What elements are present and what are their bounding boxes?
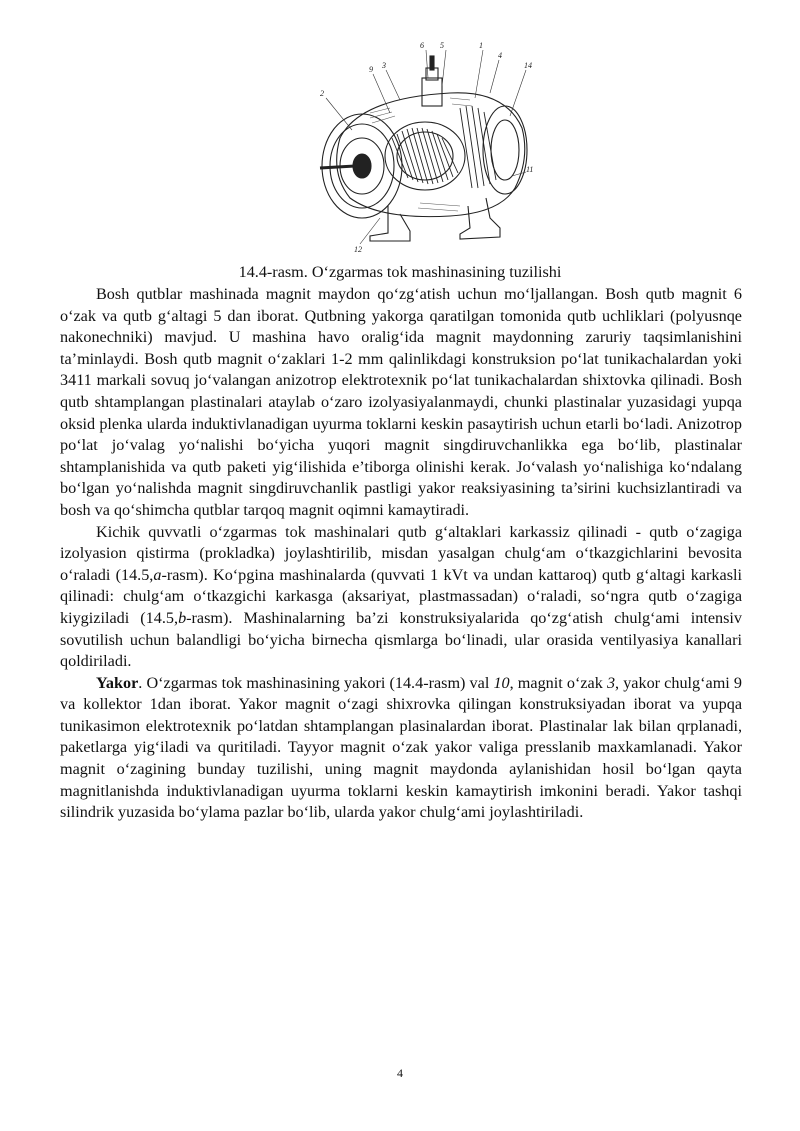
paragraph-text: . O‘zgarmas tok mashinasining yakori (14.4-rasm) val <box>138 673 494 692</box>
paragraph-text: , yakor chulg‘ami 9 va kollektor 1dan iborat. Yakor magnit o‘zagi shixrovka qilingan konstruksiyadan iborat va yupqa tunikasimon elektrotexnik po‘latdan shtamplangan plasinalardan iborat. Plastinalar lak bilan qrplanadi, paketlarga yig‘iladi va quritiladi. Tayyor magnit o‘zak yakor valiga presslanib maxkamlanadi. Yakor magnit o‘zagining bunday tuzilishi, uning magnit maydonda aylanishidan hosil bo‘lgan qayta magnitlanishda induktivlanadigan uyurma toklarni keskin kamaytirish imkonini beradi. Yakor tashqi silindrik yuzasida bo‘ylama pazlar bo‘lib, ularda yakor chulg‘ami joylashtiriladi. <box>60 673 743 822</box>
figure-ref-a: a <box>153 565 162 584</box>
callout-3: 3 <box>382 61 386 70</box>
figure-caption: 14.4-rasm. O‘zgarmas tok mashinasining tuzilishi <box>238 263 562 281</box>
part-number-core: 3 <box>606 673 616 692</box>
paragraph-text: -rasm). Mashinalarning ba’zi konstruksiyalarida qo‘zg‘atish chulg‘ami intensiv sovutilish uchun balandligi bo‘yicha birnecha qismlarga bo‘linadi, ular orasida ventilyasiya kanallari qoldiriladi. <box>60 608 743 671</box>
part-number-shaft: 10 <box>493 673 510 692</box>
callout-2: 2 <box>320 89 324 98</box>
body-text <box>60 284 742 824</box>
paragraph-armature <box>60 673 742 824</box>
paragraph-text: , magnit o‘zak <box>509 673 607 692</box>
paragraph-text: Kichik quvvatli o‘zgarmas tok mashinalari qutb g‘altaklari karkassiz qilinadi - qutb o‘zagiga izolyasion qistirma (prokladka) joylashtirilib, misdan yasalgan chulg‘am o‘tkazgichlarini bevosita o‘raladi (14.5, <box>60 522 742 584</box>
callout-1: 1 <box>479 41 483 50</box>
figure-ref-b: b <box>178 608 187 627</box>
callout-11: 11 <box>526 165 534 174</box>
page-number: 4 <box>397 1066 403 1080</box>
callout-6: 6 <box>420 41 424 50</box>
dc-machine-cutaway-figure <box>300 38 540 258</box>
paragraph-text: -rasm). Ko‘pgina mashinalarda (quvvati 1 kVt va undan kattaroq) qutb g‘altagi karkasli qilinadi: chulg‘am o‘tkazgichi karkasga (aksariyat, plastmassadan) o‘raladi, so‘ngra qutb o‘zagiga kiygiziladi (14.5, <box>60 565 742 627</box>
callout-5: 5 <box>440 41 444 50</box>
callout-12: 12 <box>354 245 362 254</box>
paragraph-text: Bosh qutblar mashinada magnit maydon qo‘zg‘atish uchun mo‘ljallangan. Bosh qutb magnit 6 o‘zak va qutb g‘altagi 5 dan iborat. Qutbning yakorga qaratilgan tomonida qutb uchliklari (polyusnqe nakonechniki) mavjud. U mashina havo oralig‘ida magnit maydonning zaruriy taqsimlanishini ta’minlaydi. Bosh qutb magnit o‘zaklari 1-2 mm qalinlikdagi konstruksion po‘lat tunikachalardan yoki 3411 markali sovuq jo‘valangan anizotrop elektrotexnik po‘lat tunikachalardan shixtovka qilinadi. Bosh qutb shtamplangan plastinalari ataylab o‘zaro izolyasiyalanmaydi, chunki plastinalar yuzasidagi yupqa oksid plenka ularda induktivlanadigan uyurma toklarni keskin pasaytirish uchun etarli bo‘ladi. Anizotrop po‘lat jo‘valag yo‘nalishi bo‘yicha yuqori magnit singdiruvchanlikka ega bo‘lib, plastinalar shtamplanishida va qutb paketi yig‘ilishida e’tiborga olinishi kerak. Jo‘valash yo‘nalishiga ko‘ndalang bo‘lgan yo‘nalishda magnit singdiruvchanlik pastligi yakor reaksiyasining ta’sirini kuchsizlantiradi va bosh va qo‘shimcha qutblar tarqoq magnit oqimni kamaytiradi. <box>60 285 742 519</box>
paragraph-pole-coils <box>60 522 742 673</box>
callout-14: 14 <box>524 61 532 70</box>
callout-9: 9 <box>369 65 373 74</box>
dc-machine-drawing <box>300 38 540 258</box>
callout-4: 4 <box>498 51 502 60</box>
paragraph-lead-term: Yakor <box>96 673 139 692</box>
paragraph-main-poles <box>60 284 742 522</box>
